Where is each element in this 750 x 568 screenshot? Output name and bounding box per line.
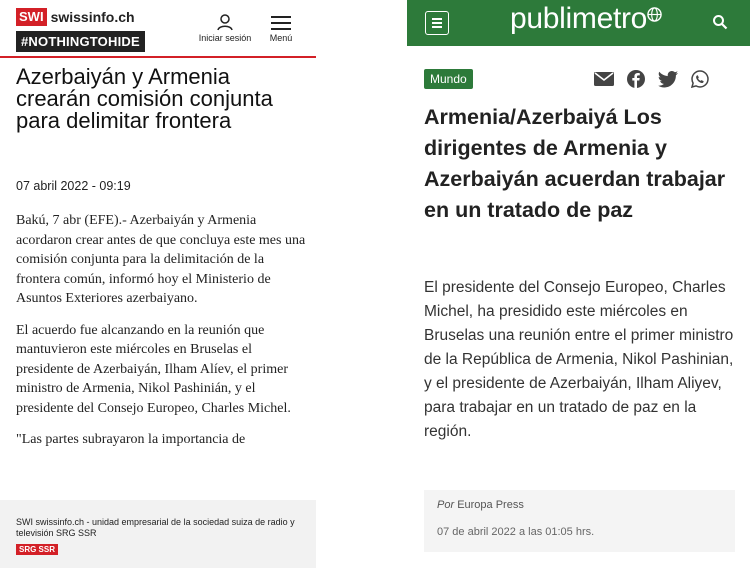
swi-logo-domain: swissinfo.ch <box>50 9 135 25</box>
menu-label: Menú <box>269 33 293 43</box>
hamburger-icon <box>432 18 442 20</box>
srg-ssr-logo[interactable]: SRG SSR <box>16 544 58 555</box>
article-meta <box>424 490 735 552</box>
publimetro-logo[interactable] <box>510 2 662 36</box>
twitter-icon[interactable] <box>658 71 678 88</box>
globe-icon <box>647 7 662 22</box>
facebook-icon[interactable] <box>627 70 645 88</box>
footer-text: SWI swissinfo.ch - unidad empresarial de la sociedad suiza de radio y televisión SRG SSR <box>16 517 295 538</box>
swissinfo-article-panel <box>0 0 316 568</box>
login-button[interactable] <box>194 14 256 43</box>
user-icon <box>217 14 233 31</box>
byline-prefix: Por <box>437 499 455 511</box>
share-bar <box>594 70 709 88</box>
hamburger-icon <box>271 14 291 31</box>
article-headline: Armenia/Azerbaiyá Los dirigentes de Armenia y Azerbaiyán acuerdan trabajar en un tratado de paz <box>424 105 726 222</box>
publimetro-article-panel <box>407 0 750 568</box>
byline-source[interactable]: Europa Press <box>457 499 524 511</box>
login-label: Iniciar sesión <box>198 33 252 43</box>
byline <box>437 499 722 511</box>
section-tag[interactable]: Mundo <box>424 69 473 89</box>
article-paragraph: El acuerdo fue alcanzando en la reunión que mantuvieron este miércoles en Bruselas el presidente de Azerbaiyán, Ilham Alíev, el primer ministro de Armenia, Nikol Pashinián, y el presidente del Consejo Europeo, Charles Michel. <box>16 322 291 416</box>
swi-logo-badge: SWI <box>16 8 47 26</box>
swissinfo-header <box>0 0 316 58</box>
campaign-banner[interactable]: #NOTHINGTOHIDE <box>16 31 145 52</box>
publimetro-header <box>407 0 750 46</box>
article-date: 07 abril 2022 - 09:19 <box>16 179 131 193</box>
article-headline: Azerbaiyán y Armenia crearán comisión conjunta para delimitar frontera <box>16 64 273 133</box>
article-paragraph: Bakú, 7 abr (EFE).- Azerbaiyán y Armenia acordaron crear antes de que concluya este mes una comisión conjunta para la delimitación de la frontera común, informó hoy el Ministerio de Asuntos Exteriores azerbaiyano. <box>16 213 306 306</box>
hamburger-menu-button[interactable] <box>425 11 449 35</box>
swissinfo-logo[interactable] <box>16 8 135 26</box>
menu-button[interactable] <box>266 14 296 43</box>
article-lead: El presidente del Consejo Europeo, Charles Michel, ha presidido este miércoles en Bruselas una reunión entre el primer ministro de la República de Armenia, Nikol Pashinian, y el presidente de Azerbaiyán, Ilham Aliyev, para trabajar en un tratado de paz en la región. <box>424 279 734 440</box>
article-paragraph: "Las partes subrayaron la importancia de <box>16 432 246 447</box>
search-icon[interactable] <box>712 14 728 30</box>
article-body <box>16 211 306 462</box>
swissinfo-footer <box>0 500 316 568</box>
whatsapp-icon[interactable] <box>691 70 709 88</box>
mail-icon[interactable] <box>594 71 614 87</box>
article-date: 07 de abril 2022 a las 01:05 hrs. <box>437 526 595 538</box>
publimetro-logo-text: publimetro <box>510 2 648 35</box>
